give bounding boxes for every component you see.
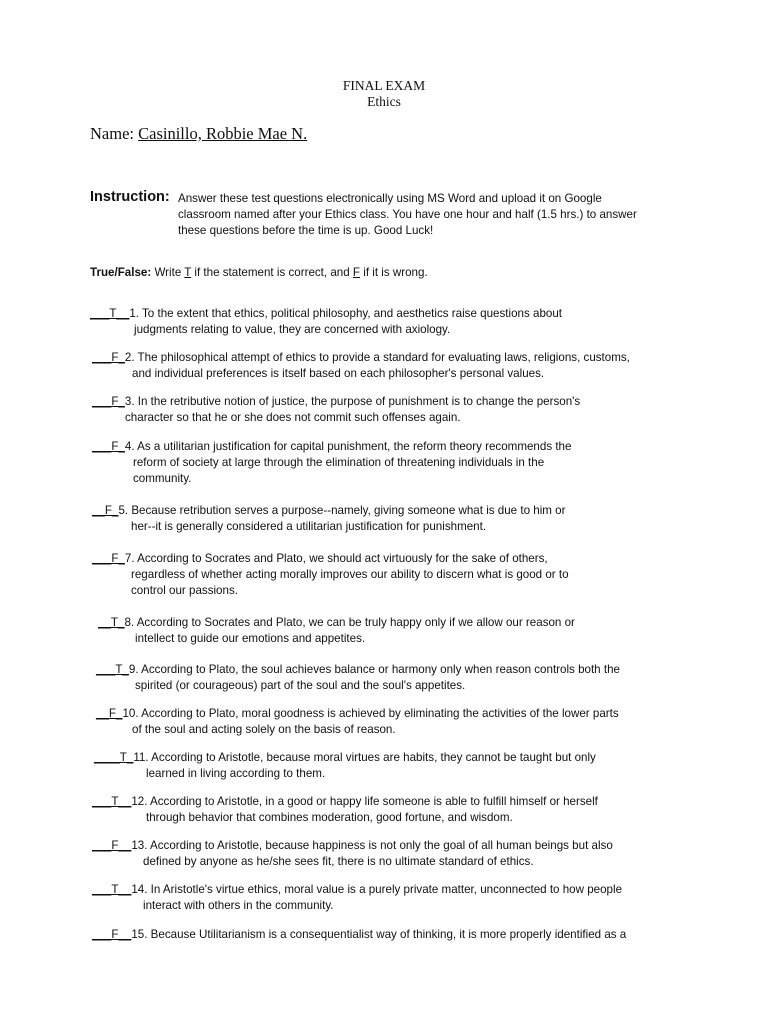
question-item: [90, 838, 613, 870]
question-item: [90, 927, 626, 943]
exam-subject: Ethics: [367, 94, 401, 109]
question-text: 2. The philosophical attempt of ethics to provide a standard for evaluating laws, religions, customs,: [124, 351, 630, 364]
question-text: her--it is generally considered a utilitarian justification for punishment.: [131, 520, 487, 533]
question-text: 12. According to Aristotle, in a good or happy life someone is able to fulfill himself or herself: [131, 795, 598, 808]
true-false-heading: [90, 266, 428, 279]
tf-letter-f: F: [352, 266, 361, 279]
question-item: [90, 662, 620, 694]
exam-title: FINAL EXAM: [342, 78, 426, 93]
question-text: 9. According to Plato, the soul achieves balance or harmony only when reason controls both the: [128, 663, 620, 676]
question-text: learned in living according to them.: [146, 767, 326, 780]
question-text: 8. According to Socrates and Plato, we can be truly happy only if we allow our reason or: [124, 616, 575, 629]
answer-blank[interactable]: ___F_: [92, 351, 125, 364]
instruction-line: these questions before the time is up. Good Luck!: [178, 224, 434, 237]
question-item: [90, 615, 575, 647]
question-text: 13. According to Aristotle, because happiness is not only the goal of all human beings but also: [131, 839, 613, 852]
answer-blank[interactable]: __F_: [96, 707, 123, 720]
question-item: [90, 794, 598, 826]
answer-blank[interactable]: ___F_: [92, 395, 125, 408]
question-text: 10. According to Plato, moral goodness is achieved by eliminating the activities of the lower parts: [122, 707, 619, 720]
question-text: 1. To the extent that ethics, political philosophy, and aesthetics raise questions about: [129, 307, 563, 320]
answer-blank[interactable]: ___T__: [92, 795, 132, 808]
answer-blank[interactable]: ___F_: [92, 440, 125, 453]
question-item: [90, 439, 571, 487]
question-item: [90, 551, 569, 599]
tf-text: Write: [151, 266, 185, 279]
tf-text: if it is wrong.: [360, 266, 428, 279]
question-text: and individual preferences is itself based on each philosopher's personal values.: [132, 367, 545, 380]
question-text: 5. Because retribution serves a purpose--namely, giving someone what is due to him or: [118, 504, 566, 517]
question-text: through behavior that combines moderation, good fortune, and wisdom.: [146, 811, 513, 824]
question-text: community.: [133, 472, 192, 485]
answer-blank[interactable]: ___T__: [90, 307, 130, 320]
instruction-text: [178, 191, 698, 239]
question-text: 7. According to Socrates and Plato, we should act virtuously for the sake of others,: [124, 552, 548, 565]
true-false-label: True/False:: [90, 266, 152, 279]
instruction-label: Instruction:: [90, 189, 170, 205]
question-text: character so that he or she does not commit such offenses again.: [125, 411, 461, 424]
question-item: [90, 706, 619, 738]
question-text: 11. According to Aristotle, because moral virtues are habits, they cannot be taught but only: [133, 751, 596, 764]
answer-blank[interactable]: ___T_: [96, 663, 129, 676]
answer-blank[interactable]: ___F__: [92, 839, 132, 852]
question-item: [90, 750, 596, 782]
name-label: Name:: [90, 124, 134, 143]
question-text: 15. Because Utilitarianism is a consequentialist way of thinking, it is more properly identified as a: [131, 928, 627, 941]
question-text: of the soul and acting solely on the basis of reason.: [132, 723, 396, 736]
question-item: [90, 882, 622, 914]
question-item: [90, 350, 630, 382]
question-text: intellect to guide our emotions and appetites.: [135, 632, 366, 645]
exam-header: [0, 78, 768, 110]
student-name: Casinillo, Robbie Mae N.: [138, 124, 308, 143]
student-name-line: [90, 124, 307, 144]
answer-blank[interactable]: __T_: [98, 616, 125, 629]
answer-blank[interactable]: ____T_: [94, 751, 134, 764]
question-text: spirited (or courageous) part of the soul and the soul's appetites.: [135, 679, 466, 692]
instruction-line: Answer these test questions electronically using MS Word and upload it on Google: [178, 192, 602, 205]
question-item: [90, 306, 562, 338]
question-text: judgments relating to value, they are concerned with axiology.: [134, 323, 451, 336]
question-text: control our passions.: [131, 584, 238, 597]
instruction-line: classroom named after your Ethics class. You have one hour and half (1.5 hrs.) to answer: [178, 208, 637, 221]
tf-letter-t: T: [184, 266, 192, 279]
question-item: [90, 503, 565, 535]
question-text: 3. In the retributive notion of justice, the purpose of punishment is to change the person's: [124, 395, 581, 408]
question-text: 14. In Aristotle's virtue ethics, moral value is a purely private matter, unconnected to how people: [131, 883, 623, 896]
answer-blank[interactable]: ___F_: [92, 552, 125, 565]
question-text: defined by anyone as he/she sees fit, there is no ultimate standard of ethics.: [143, 855, 534, 868]
question-item: [90, 394, 580, 426]
question-text: regardless of whether acting morally improves our ability to discern what is good or to: [131, 568, 569, 581]
answer-blank[interactable]: __F_: [92, 504, 119, 517]
answer-blank[interactable]: ___F__: [92, 928, 132, 941]
question-text: 4. As a utilitarian justification for capital punishment, the reform theory recommends the: [124, 440, 572, 453]
tf-text: if the statement is correct, and: [191, 266, 353, 279]
answer-blank[interactable]: ___T__: [92, 883, 132, 896]
question-text: interact with others in the community.: [143, 899, 334, 912]
question-text: reform of society at large through the elimination of threatening individuals in the: [133, 456, 545, 469]
